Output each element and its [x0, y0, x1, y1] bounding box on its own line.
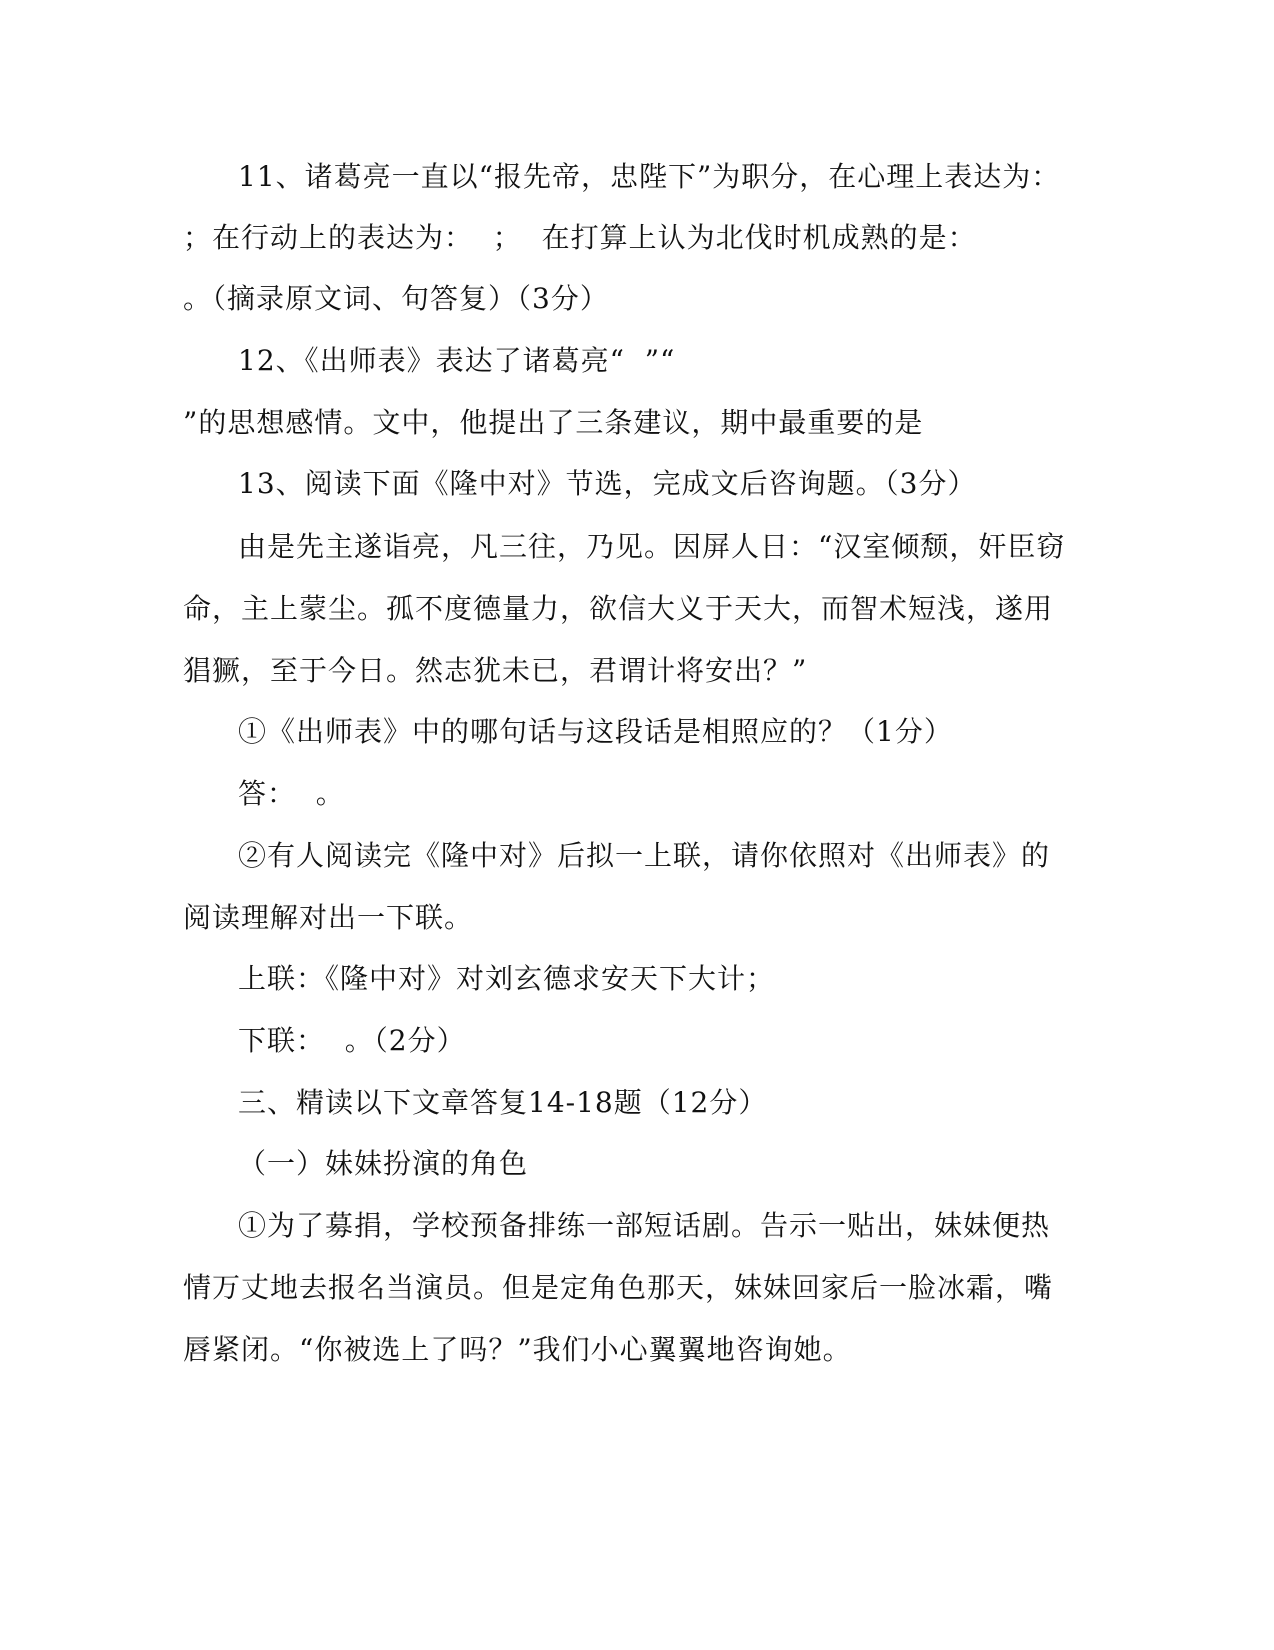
text-line: ①为了募捐，学校预备排练一部短话剧。告示一贴出，妹妹便热 — [238, 1209, 1051, 1242]
text-line: 三、精读以下文章答复14-18题（12分） — [238, 1086, 768, 1119]
text-line: 12、《出师表》表达了诸葛亮“ ”“ — [238, 344, 676, 377]
text-line: ；在行动上的表达为： ； 在打算上认为北伐时机成熟的是： — [183, 221, 977, 254]
text-line: 猖獗，至于今日。然志犹未已，君谓计将安出？” — [183, 654, 808, 687]
text-line: （一）妹妹扮演的角色 — [238, 1147, 529, 1180]
text-line: 11、诸葛亮一直以“报先帝，忠陛下”为职分，在心理上表达为： — [238, 160, 1061, 193]
text-line: 唇紧闭。“你被选上了吗？”我们小心翼翼地咨询她。 — [183, 1333, 852, 1366]
text-line: 答： 。 — [238, 777, 345, 810]
text-line: 13、阅读下面《隆中对》节选，完成文后咨询题。（3分） — [238, 467, 977, 500]
text-line: 。（摘录原文词、句答复）（3分） — [183, 282, 609, 315]
text-line: ①《出师表》中的哪句话与这段话是相照应的？（1分） — [238, 715, 953, 748]
text-line: 下联： 。（2分） — [238, 1024, 466, 1057]
text-line: 由是先主遂诣亮，凡三往，乃见。因屏人日：“汉室倾颓，奸臣窃 — [238, 530, 1066, 563]
text-line: 阅读理解对出一下联。 — [183, 901, 474, 934]
text-line: 上联：《隆中对》对刘玄德求安天下大计； — [238, 962, 776, 995]
text-line: ”的思想感情。文中，他提出了三条建议，期中最重要的是 — [183, 406, 924, 439]
text-line: ②有人阅读完《隆中对》后拟一上联，请你依照对《出师表》的 — [238, 839, 1051, 872]
text-line: 情万丈地去报名当演员。但是定角色那天，妹妹回家后一脸冰霜，嘴 — [183, 1271, 1054, 1304]
text-line: 命，主上蒙尘。孤不度德量力，欲信大义于天大，而智术短浅，遂用 — [183, 592, 1054, 625]
